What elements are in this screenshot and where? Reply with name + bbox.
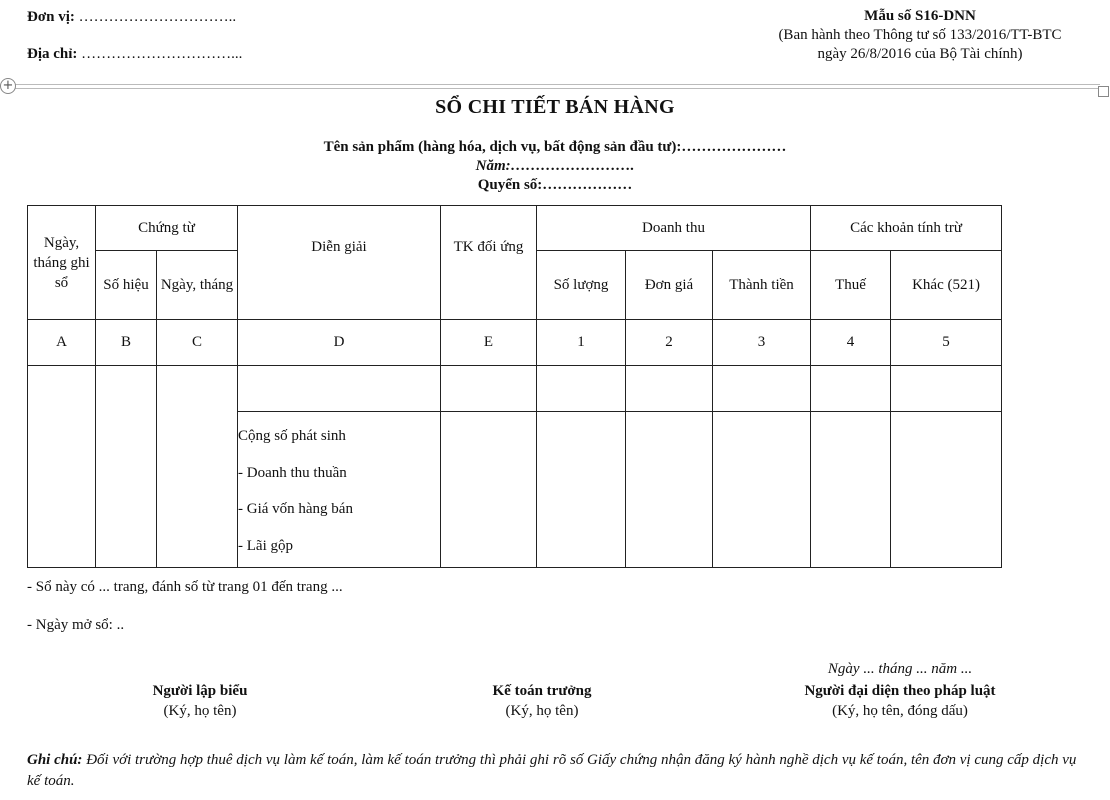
table-move-plus-icon[interactable]: + <box>0 78 16 94</box>
unit-label: Đơn vị: <box>27 9 75 25</box>
form-info <box>740 7 1100 64</box>
form-issued-line2: ngày 26/8/2016 của Bộ Tài chính) <box>817 46 1023 62</box>
page-title: SỔ CHI TIẾT BÁN HÀNG <box>435 96 675 118</box>
col-voucher-date-header: Ngày, tháng <box>157 251 238 320</box>
signature-preparer <box>100 681 300 721</box>
code-cell: 4 <box>811 320 891 366</box>
signature-chief-accountant <box>442 681 642 721</box>
description-cell[interactable] <box>238 366 441 412</box>
revenue-group-header: Doanh thu <box>537 206 811 251</box>
code-row <box>28 320 1002 366</box>
product-line: Tên sản phẩm (hàng hóa, dịch vụ, bất động sản đầu tư):………………… <box>323 139 787 155</box>
page-divider <box>14 84 1100 89</box>
summary-account-cell[interactable] <box>441 412 537 568</box>
summary-other-cell[interactable] <box>891 412 1002 568</box>
summary-line-net-revenue: - Doanh thu thuần <box>238 464 347 481</box>
col-voucher-no-header: Số hiệu <box>96 251 157 320</box>
voucher-no-cell[interactable] <box>96 366 157 568</box>
col-description-header: Diễn giải <box>238 206 441 320</box>
code-cell: A <box>28 320 96 366</box>
tax-cell[interactable] <box>811 366 891 412</box>
col-account-header: TK đối ứng <box>441 206 537 320</box>
pages-note: - Sổ này có ... trang, đánh số từ trang 01 đến trang ... <box>27 579 343 595</box>
quantity-cell[interactable] <box>537 366 626 412</box>
col-amount-header: Thành tiền <box>713 251 811 320</box>
summary-tax-cell[interactable] <box>811 412 891 568</box>
code-cell: E <box>441 320 537 366</box>
code-cell: B <box>96 320 157 366</box>
code-cell: C <box>157 320 238 366</box>
entry-row <box>28 366 1002 412</box>
code-cell: 1 <box>537 320 626 366</box>
col-date-header: Ngày, tháng ghi sổ <box>28 206 96 320</box>
ledger-table <box>27 205 1002 568</box>
summary-quantity-cell[interactable] <box>537 412 626 568</box>
col-quantity-header: Số lượng <box>537 251 626 320</box>
summary-unit-price-cell[interactable] <box>626 412 713 568</box>
header-left <box>27 7 242 81</box>
unit-dots: ………………………….. <box>74 9 237 25</box>
address-dots: …………………………... <box>77 46 243 62</box>
signature-legal-rep <box>770 681 1030 721</box>
deductions-group-header: Các khoản tính trừ <box>811 206 1002 251</box>
form-issued-line1: (Ban hành theo Thông tư số 133/2016/TT-BTC <box>778 27 1062 43</box>
code-cell: 5 <box>891 320 1002 366</box>
voucher-date-cell[interactable] <box>157 366 238 568</box>
subtitle-block <box>0 138 1110 195</box>
chief-accountant-title: Kế toán trưởng <box>492 683 592 699</box>
voucher-group-header: Chứng từ <box>96 206 238 251</box>
form-code: Mẫu số S16-DNN <box>864 8 976 24</box>
summary-line-total: Cộng số phát sinh <box>238 428 346 444</box>
footnote-label: Ghi chú: <box>27 752 83 768</box>
unit-line <box>27 7 242 27</box>
summary-line-gross-profit: - Lãi gộp <box>238 537 293 554</box>
footnote-text: Đối với trường hợp thuê dịch vụ làm kế toán, làm kế toán trưởng thì phải ghi rõ số Giấy chứng nhận đăng ký hành nghề dịch vụ kế toán, tên đơn vị cung cấp dịch vụ kế toán. <box>27 752 1077 789</box>
other-cell[interactable] <box>891 366 1002 412</box>
footnote <box>27 750 1087 792</box>
code-cell: D <box>238 320 441 366</box>
legal-rep-title: Người đại diện theo pháp luật <box>804 683 996 699</box>
legal-rep-note: (Ký, họ tên, đóng dấu) <box>832 703 968 719</box>
summary-line-cogs: - Giá vốn hàng bán <box>238 501 353 517</box>
date-cell[interactable] <box>28 366 96 568</box>
book-line: Quyển số:……………… <box>477 177 633 193</box>
address-line <box>27 44 242 64</box>
preparer-title: Người lập biểu <box>152 683 248 699</box>
col-tax-header: Thuế <box>811 251 891 320</box>
account-cell[interactable] <box>441 366 537 412</box>
code-cell: 3 <box>713 320 811 366</box>
notes <box>27 577 343 653</box>
summary-description-cell <box>238 412 441 568</box>
open-date-note: - Ngày mở sổ: .. <box>27 617 125 633</box>
preparer-note: (Ký, họ tên) <box>163 703 237 719</box>
chief-accountant-note: (Ký, họ tên) <box>505 703 579 719</box>
unit-price-cell[interactable] <box>626 366 713 412</box>
date-line: Ngày ... tháng ... năm ... <box>827 661 973 677</box>
year-line: Năm:……………………. <box>475 158 635 174</box>
col-other-header: Khác (521) <box>891 251 1002 320</box>
amount-cell[interactable] <box>713 366 811 412</box>
summary-amount-cell[interactable] <box>713 412 811 568</box>
col-unit-price-header: Đơn giá <box>626 251 713 320</box>
code-cell: 2 <box>626 320 713 366</box>
header-row-1 <box>28 206 1002 251</box>
address-label: Địa chỉ: <box>27 46 78 62</box>
